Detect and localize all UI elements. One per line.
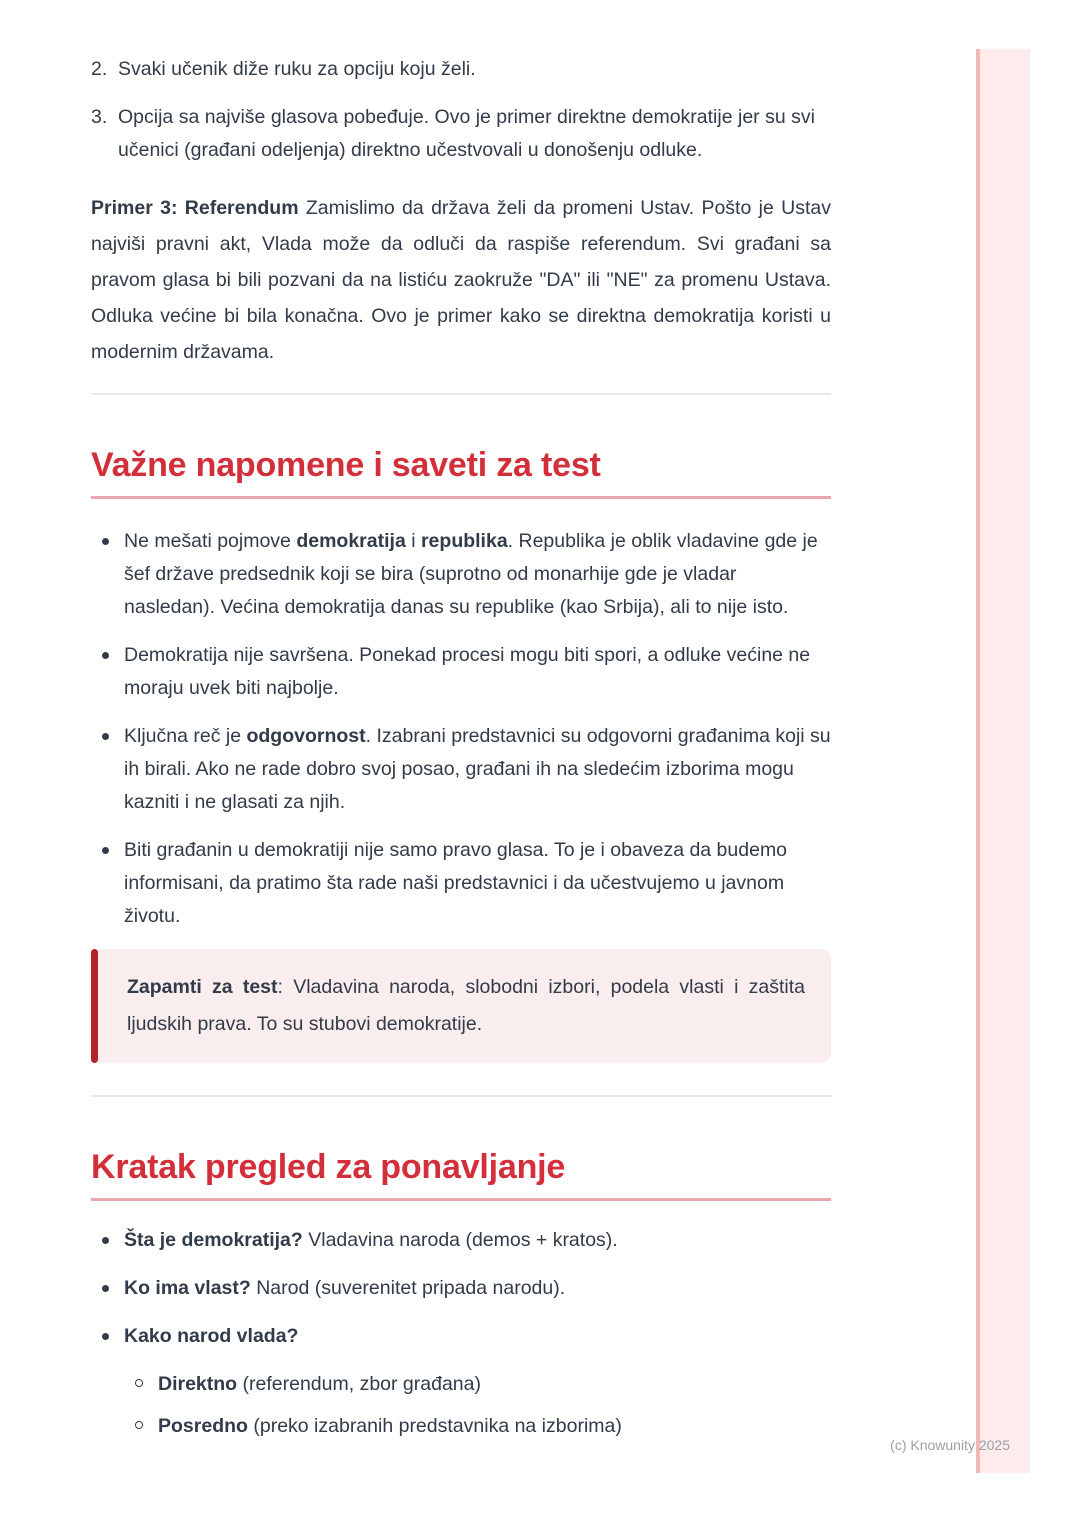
bullet-text: Biti građanin u demokratiji nije samo pravo glasa. To je i obaveza da budemo informisani, da pratimo šta rade naši predstavnici i da učestvujemo u javnom životu. <box>124 839 788 927</box>
numbered-list-item <box>91 53 831 86</box>
sub-bullet-text: Posredno (preko izabranih predstavnika na izborima) <box>158 1415 622 1437</box>
section-title-underline <box>91 1198 831 1201</box>
callout-accent-bar <box>91 949 98 1063</box>
bullet-text: Ključna reč je odgovornost. Izabrani predstavnici su odgovorni građanima koji su ih birali. Ako ne rade dobro svoj posao, građani ih na sledećim izborima mogu kazniti i ne glasati za njih. <box>124 725 831 813</box>
bullet-marker-icon <box>91 1275 124 1302</box>
section-title-notes: Važne napomene i saveti za test <box>91 446 601 484</box>
bullet-item <box>91 1227 831 1254</box>
numbered-list-item <box>91 101 831 167</box>
bullet-marker-icon <box>91 639 124 705</box>
bullet-text: Demokratija nije savršena. Ponekad procesi mogu biti spori, a odluke većine ne moraju uvek biti najbolje. <box>124 644 811 699</box>
footer-credit: (c) Knowunity 2025 <box>890 1437 1010 1453</box>
sub-bullet-marker-icon <box>135 1413 158 1440</box>
list-item-number: 2. <box>91 58 108 80</box>
callout-text: Zapamti za test: Vladavina naroda, slobodni izbori, podela vlasti i zaštita ljudskih prava. To su stubovi demokratije. <box>127 976 806 1035</box>
bullet-item <box>91 720 831 819</box>
numbered-list <box>91 53 831 167</box>
section-title-underline <box>91 496 831 499</box>
bullet-marker-icon <box>91 1227 124 1254</box>
page-content <box>91 53 831 1455</box>
sub-bullet-item <box>135 1413 831 1440</box>
list-item-text: Opcija sa najviše glasova pobeđuje. Ovo je primer direktne demokratije jer su svi učenici (građani odeljenja) direktno učestvovali u donošenju odluke. <box>118 106 815 161</box>
page-edge-decoration <box>976 49 1030 1473</box>
bullet-text: Ko ima vlast? Narod (suverenitet pripada narodu). <box>124 1277 566 1299</box>
review-bullet-list <box>91 1227 831 1440</box>
section-divider <box>91 1095 831 1097</box>
bullet-marker-icon <box>91 525 124 624</box>
example-paragraph: Primer 3: Referendum Zamislimo da država želi da promeni Ustav. Pošto je Ustav najviši pravni akt, Vlada može da odluči da raspiše referendum. Svi građani sa pravom glasa bi bili pozvani da na listiću zaokruže "DA" ili "NE" za promenu Ustava. Odluka većine bi bila konačna. Ovo je primer kako se direktna demokratija koristi u modernim državama. <box>91 197 831 363</box>
bullet-item <box>91 1275 831 1302</box>
list-item-text: Svaki učenik diže ruku za opciju koju želi. <box>118 58 476 80</box>
bullet-item <box>91 834 831 933</box>
bullet-marker-icon <box>91 834 124 933</box>
sub-bullet-marker-icon <box>135 1371 158 1398</box>
bullet-text: Ne mešati pojmove demokratija i republika. Republika je oblik vladavine gde je šef države predsednik koji se bira (suprotno od monarhije gde je vladar nasledan). Većina demokratija danas su republike (kao Srbija), ali to nije isto. <box>124 530 818 618</box>
bullet-text: Kako narod vlada? <box>124 1325 299 1347</box>
bullet-marker-icon <box>91 720 124 819</box>
section-divider <box>91 393 831 395</box>
notes-bullet-list <box>91 525 831 933</box>
remember-callout <box>91 949 831 1063</box>
bullet-marker-icon <box>91 1323 124 1350</box>
sub-bullet-item <box>135 1371 831 1398</box>
bullet-item <box>91 639 831 705</box>
list-item-number: 3. <box>91 106 108 128</box>
section-title-review: Kratak pregled za ponavljanje <box>91 1148 566 1186</box>
sub-bullet-text: Direktno (referendum, zbor građana) <box>158 1373 481 1395</box>
review-sub-list <box>91 1371 831 1440</box>
bullet-text: Šta je demokratija? Vladavina naroda (demos + kratos). <box>124 1229 618 1251</box>
bullet-item <box>91 525 831 624</box>
bullet-item <box>91 1323 831 1350</box>
